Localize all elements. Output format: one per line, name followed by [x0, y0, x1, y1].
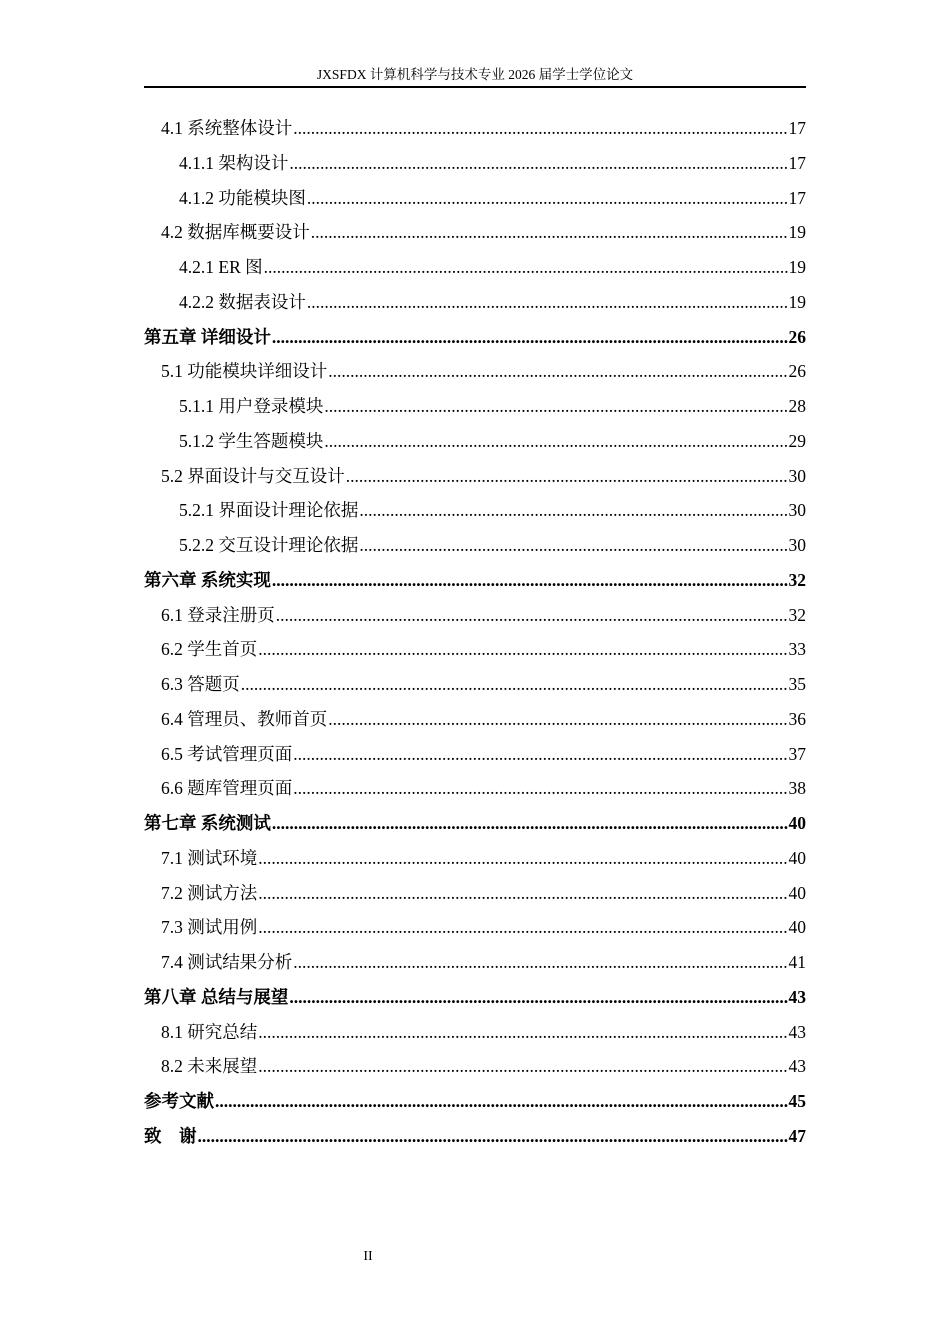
- toc-entry-title: 6.1 登录注册页: [161, 604, 275, 625]
- toc-entry-page: 30: [788, 465, 806, 486]
- toc-leader-dots: [293, 737, 787, 772]
- toc-entry-page: 43: [788, 986, 806, 1007]
- toc-entry[interactable]: [144, 320, 806, 355]
- toc-entry-page: 19: [788, 257, 806, 277]
- toc-entry-page: 17: [788, 187, 806, 208]
- toc-entry-page: 29: [788, 430, 806, 451]
- toc-entry-page: 40: [788, 813, 806, 833]
- toc-entry[interactable]: [144, 632, 806, 667]
- toc-entry[interactable]: [144, 181, 806, 216]
- toc-entry-title: 6.2 学生首页: [161, 639, 258, 660]
- toc-leader-dots: [359, 493, 787, 528]
- toc-leader-dots: [272, 320, 788, 355]
- toc-entry-title: 致 谢: [144, 1125, 197, 1146]
- toc-entry-title: 7.1 测试环境: [161, 847, 258, 868]
- toc-entry[interactable]: [144, 459, 806, 494]
- toc-entry-title: 4.1 系统整体设计: [161, 118, 293, 138]
- toc-entry-page: 32: [788, 604, 806, 625]
- toc-entry[interactable]: [144, 111, 806, 146]
- toc-entry-page: 28: [788, 396, 806, 416]
- toc-entry-title: 5.1.2 学生答题模块: [179, 430, 324, 451]
- page-number: II: [363, 1249, 373, 1264]
- toc-leader-dots: [258, 1049, 787, 1084]
- toc-entry-page: 33: [788, 639, 806, 660]
- toc-entry-page: 40: [788, 847, 806, 868]
- toc-entry-title: 4.2.2 数据表设计: [179, 291, 306, 312]
- toc-entry-page: 40: [788, 882, 806, 903]
- toc-leader-dots: [272, 563, 788, 598]
- toc-entry[interactable]: [144, 563, 806, 598]
- toc-leader-dots: [258, 1015, 787, 1050]
- toc-entry-page: 45: [788, 1091, 806, 1111]
- toc-entry-page: 35: [788, 674, 806, 694]
- toc-entry[interactable]: [144, 806, 806, 841]
- toc-entry-page: 43: [788, 1021, 806, 1042]
- toc-leader-dots: [258, 910, 787, 945]
- toc-entry[interactable]: [144, 598, 806, 633]
- toc-entry[interactable]: [144, 945, 806, 980]
- running-header: JXSFDX 计算机科学与技术专业 2026 届学士学位论文: [316, 67, 634, 82]
- toc-leader-dots: [215, 1084, 788, 1119]
- toc-entry-page: 30: [788, 535, 806, 555]
- toc-entry[interactable]: [144, 250, 806, 285]
- toc-leader-dots: [272, 806, 788, 841]
- toc-entry-title: 第八章 总结与展望: [144, 986, 289, 1007]
- toc-entry-title: 6.4 管理员、教师首页: [161, 708, 328, 729]
- toc-entry-title: 4.1.1 架构设计: [179, 152, 289, 173]
- toc-entry-title: 第六章 系统实现: [144, 569, 271, 590]
- toc-entry-page: 47: [788, 1125, 806, 1146]
- toc-entry-title: 7.4 测试结果分析: [161, 952, 293, 972]
- toc-leader-dots: [258, 841, 787, 876]
- toc-entry[interactable]: [144, 667, 806, 702]
- toc-leader-dots: [307, 285, 788, 320]
- toc-entry-page: 17: [788, 118, 806, 138]
- toc-entry-title: 7.3 测试用例: [161, 917, 258, 938]
- toc-leader-dots: [307, 181, 788, 216]
- toc-leader-dots: [328, 354, 787, 389]
- toc-entry[interactable]: [144, 285, 806, 320]
- toc-entry-title: 6.5 考试管理页面: [161, 743, 293, 764]
- toc-entry-page: 19: [788, 291, 806, 312]
- toc-entry[interactable]: [144, 737, 806, 772]
- toc-entry[interactable]: [144, 146, 806, 181]
- toc-leader-dots: [289, 146, 787, 181]
- toc-entry-title: 第七章 系统测试: [144, 813, 271, 833]
- toc-entry-page: 17: [788, 152, 806, 173]
- toc-leader-dots: [311, 215, 788, 250]
- toc-entry[interactable]: [144, 1084, 806, 1119]
- toc-leader-dots: [241, 667, 788, 702]
- toc-entry-page: 40: [788, 917, 806, 938]
- toc-entry[interactable]: [144, 771, 806, 806]
- toc-entry-title: 6.3 答题页: [161, 674, 240, 694]
- toc-entry-title: 8.2 未来展望: [161, 1056, 258, 1077]
- toc-leader-dots: [258, 632, 787, 667]
- toc-entry[interactable]: [144, 980, 806, 1015]
- toc-leader-dots: [324, 424, 787, 459]
- toc-entry-title: 5.2.2 交互设计理论依据: [179, 535, 359, 555]
- table-of-contents: [144, 111, 806, 1154]
- toc-entry-title: 参考文献: [144, 1091, 214, 1111]
- toc-entry[interactable]: [144, 354, 806, 389]
- toc-entry-page: 41: [788, 952, 806, 972]
- toc-leader-dots: [276, 598, 788, 633]
- toc-entry-title: 7.2 测试方法: [161, 882, 258, 903]
- toc-leader-dots: [293, 111, 787, 146]
- toc-leader-dots: [359, 528, 787, 563]
- toc-entry[interactable]: [144, 876, 806, 911]
- toc-entry-page: 32: [788, 569, 806, 590]
- toc-entry[interactable]: [144, 1049, 806, 1084]
- toc-leader-dots: [328, 702, 787, 737]
- toc-leader-dots: [293, 771, 787, 806]
- toc-entry-title: 4.2.1 ER 图: [179, 257, 263, 277]
- header-rule: [144, 86, 806, 88]
- toc-entry[interactable]: [144, 702, 806, 737]
- toc-entry[interactable]: [144, 841, 806, 876]
- toc-entry-title: 5.2.1 界面设计理论依据: [179, 500, 359, 521]
- toc-leader-dots: [346, 459, 788, 494]
- toc-leader-dots: [324, 389, 787, 424]
- toc-entry-page: 26: [788, 326, 806, 347]
- toc-leader-dots: [289, 980, 787, 1015]
- toc-entry[interactable]: [144, 1015, 806, 1050]
- toc-leader-dots: [198, 1119, 788, 1154]
- toc-entry[interactable]: [144, 389, 806, 424]
- toc-entry-page: 38: [788, 778, 806, 799]
- toc-entry-page: 43: [788, 1056, 806, 1077]
- toc-entry-title: 8.1 研究总结: [161, 1021, 258, 1042]
- toc-entry[interactable]: [144, 1119, 806, 1154]
- toc-leader-dots: [258, 876, 787, 911]
- toc-entry-page: 19: [788, 222, 806, 243]
- toc-entry-page: 30: [788, 500, 806, 521]
- toc-leader-dots: [264, 250, 788, 285]
- toc-entry-page: 36: [788, 708, 806, 729]
- toc-entry[interactable]: [144, 424, 806, 459]
- toc-entry-title: 第五章 详细设计: [144, 326, 271, 347]
- toc-entry-title: 5.1.1 用户登录模块: [179, 396, 324, 416]
- toc-entry-title: 4.1.2 功能模块图: [179, 187, 306, 208]
- toc-entry[interactable]: [144, 493, 806, 528]
- toc-entry[interactable]: [144, 910, 806, 945]
- toc-entry-page: 26: [788, 361, 806, 382]
- toc-leader-dots: [293, 945, 787, 980]
- toc-entry-title: 5.1 功能模块详细设计: [161, 361, 328, 382]
- toc-entry-title: 5.2 界面设计与交互设计: [161, 465, 345, 486]
- toc-entry-page: 37: [788, 743, 806, 764]
- toc-entry[interactable]: [144, 528, 806, 563]
- toc-entry-title: 4.2 数据库概要设计: [161, 222, 310, 243]
- toc-entry[interactable]: [144, 215, 806, 250]
- toc-entry-title: 6.6 题库管理页面: [161, 778, 293, 799]
